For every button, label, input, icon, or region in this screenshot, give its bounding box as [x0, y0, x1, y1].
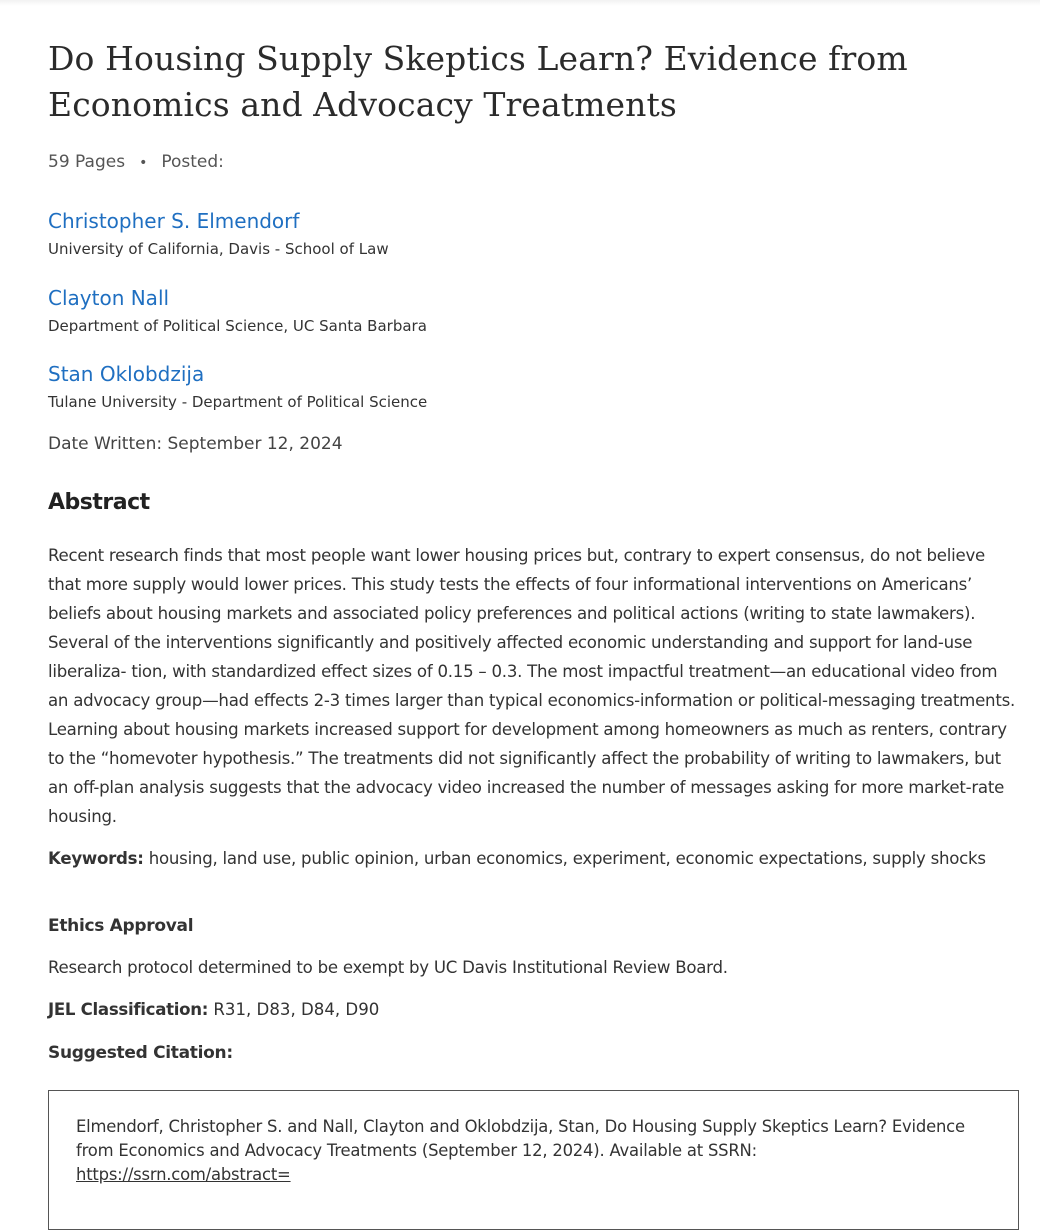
- author-affiliation: Tulane University - Department of Political Science: [48, 393, 428, 411]
- citation-heading: Suggested Citation:: [48, 1043, 233, 1063]
- ssrn-link[interactable]: https://ssrn.com/abstract=: [76, 1165, 291, 1184]
- author-link-nall[interactable]: Clayton Nall: [48, 286, 170, 310]
- author-affiliation: Department of Political Science, UC Santa Barbara: [48, 317, 427, 335]
- top-edge: [0, 0, 1040, 6]
- author-affiliation: University of California, Davis - School of Law: [48, 240, 389, 258]
- meta-separator: •: [139, 155, 148, 171]
- citation-box[interactable]: [48, 1090, 1019, 1230]
- author-link-oklobdzija[interactable]: Stan Oklobdzija: [48, 362, 205, 386]
- jel-classification: [48, 1000, 379, 1019]
- author-block: [48, 209, 389, 258]
- author-block: [48, 362, 427, 411]
- citation-body: Elmendorf, Christopher S. and Nall, Clayton and Oklobdzija, Stan, Do Housing Supply Skeptics Learn? Evidence from Economics and Advocacy Treatments (September 12, 2024). Available at SSRN:: [76, 1117, 965, 1160]
- citation-text: [76, 1115, 976, 1187]
- author-block: [48, 286, 427, 335]
- keywords-label: Keywords:: [48, 849, 144, 868]
- abstract-text: Recent research finds that most people want lower housing prices but, contrary to expert consensus, do not believe that more supply would lower prices. This study tests the effects of four informational interventions on Americans’ beliefs about housing markets and associated policy preferences and political actions (writing to state lawmakers). Several of the interventions significantly and positively affected economic understanding and support for land-use liberaliza- tion, with standardized effect sizes of 0.15 – 0.3. The most impactful treatment—an educational video from an advocacy group—had effects 2-3 times larger than typical economics-information or political-messaging treatments. Learning about housing markets increased support for development among homeowners as much as renters, contrary to the “homevoter hypothesis.” The treatments did not significantly affect the probability of writing to lawmakers, but an off-plan analysis suggests that the advocacy video increased the number of messages asking for more market-rate housing.: [48, 546, 1015, 826]
- jel-label: JEL Classification:: [48, 1000, 209, 1019]
- page-count: 59 Pages: [48, 152, 126, 172]
- paper-title: Do Housing Supply Skeptics Learn? Evidence from Economics and Advocacy Treatments: [48, 39, 908, 124]
- keywords: [48, 845, 1008, 873]
- abstract-heading: Abstract: [48, 490, 150, 515]
- date-written: Date Written: September 12, 2024: [48, 434, 343, 454]
- keywords-text: housing, land use, public opinion, urban economics, experiment, economic expectations, supply shocks: [148, 849, 986, 868]
- author-link-elmendorf[interactable]: Christopher S. Elmendorf: [48, 209, 300, 233]
- jel-codes: R31, D83, D84, D90: [213, 1000, 380, 1019]
- paper-meta: [48, 152, 224, 172]
- ethics-text: Research protocol determined to be exempt by UC Davis Institutional Review Board.: [48, 958, 728, 977]
- ethics-heading: Ethics Approval: [48, 916, 194, 936]
- posted-label: Posted:: [161, 152, 224, 172]
